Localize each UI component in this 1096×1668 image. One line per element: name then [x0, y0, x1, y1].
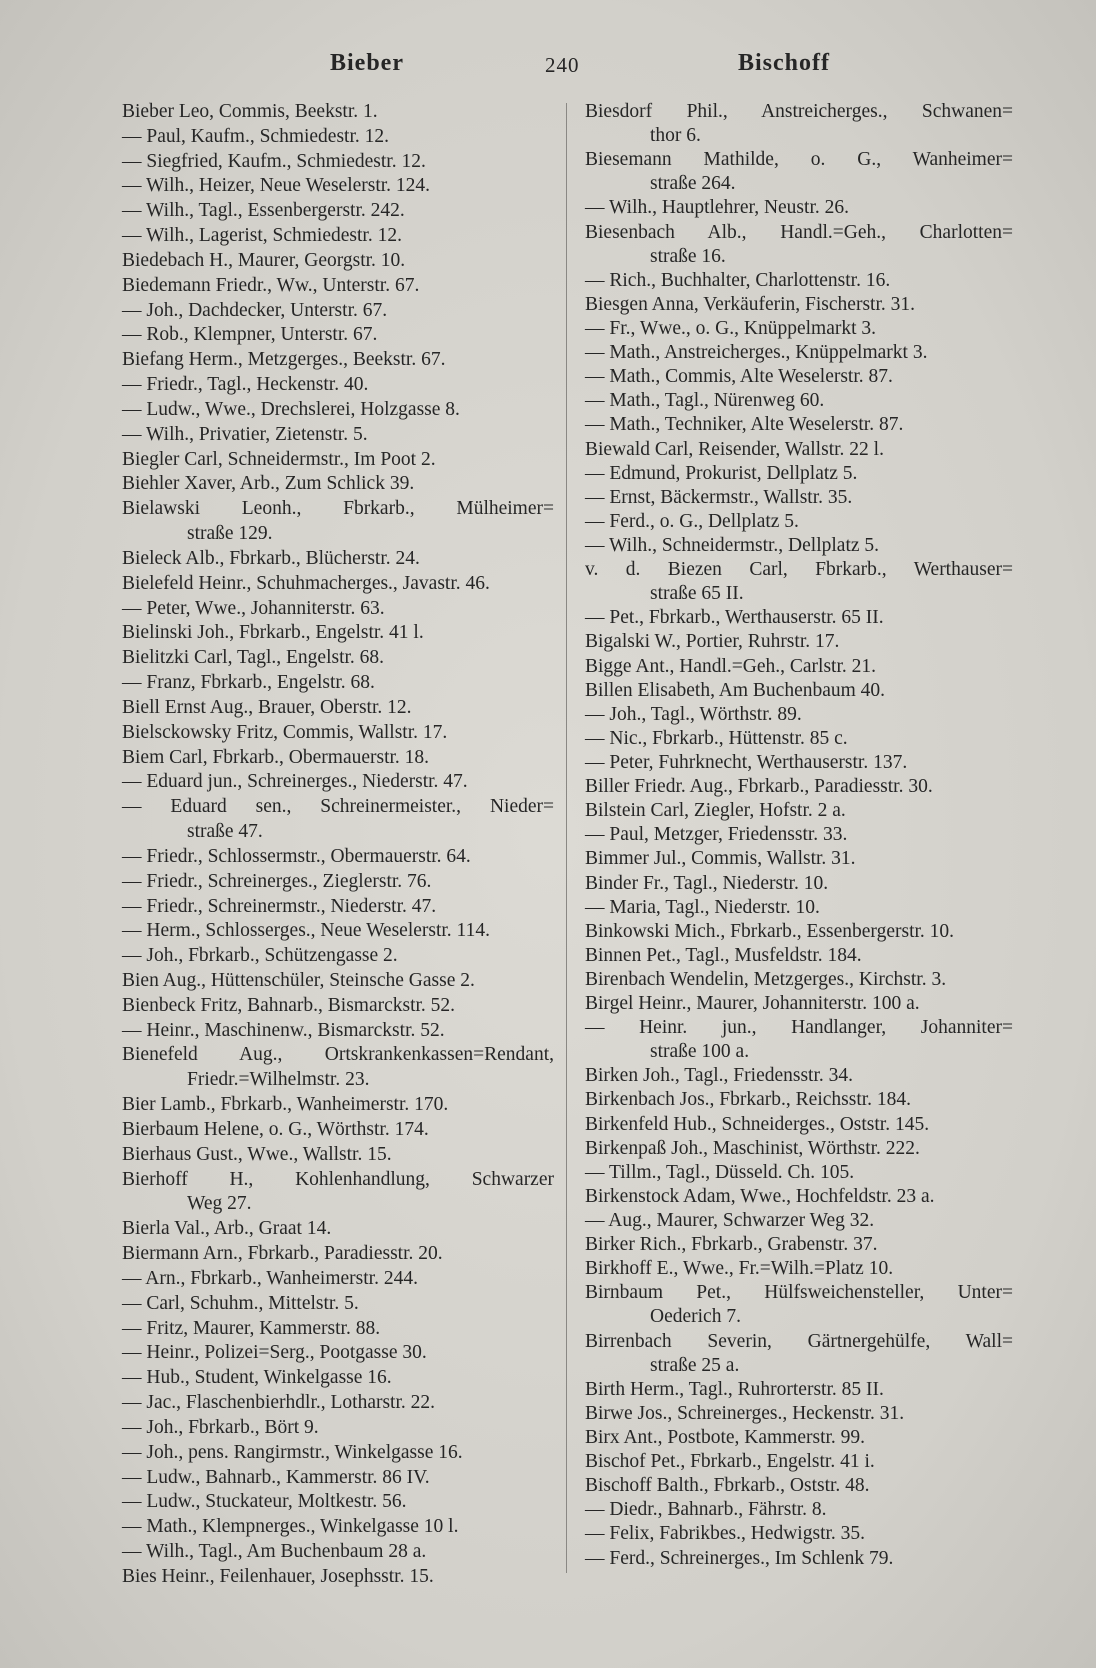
- directory-entry: — Aug., Maurer, Schwarzer Weg 32.: [585, 1210, 875, 1232]
- directory-entry: — Ludw., Wwe., Drechslerei, Holzgasse 8.: [122, 398, 460, 420]
- directory-entry: Bien Aug., Hüttenschüler, Steinsche Gasse 2.: [122, 969, 475, 991]
- directory-entry: Biesdorf Phil., Anstreicherges., Schwanen=: [585, 101, 1013, 122]
- directory-entry: — Wilh., Schneidermstr., Dellplatz 5.: [585, 534, 880, 556]
- directory-entry: Bielawski Leonh., Fbrkarb., Mülheimer=: [122, 498, 554, 520]
- directory-entry: Bigalski W., Portier, Ruhrstr. 17.: [585, 631, 840, 653]
- directory-entry: Bielinski Joh., Fbrkarb., Engelstr. 41 l.: [122, 622, 424, 644]
- directory-entry: — Ferd., Schreinerges., Im Schlenk 79.: [585, 1547, 894, 1569]
- directory-entry: — Eduard sen., Schreinermeister., Nieder=: [122, 796, 554, 818]
- directory-entry: Binder Fr., Tagl., Niederstr. 10.: [585, 872, 829, 894]
- column-divider: [566, 103, 567, 1573]
- directory-entry: Binnen Pet., Tagl., Musfeldstr. 184.: [585, 944, 862, 966]
- directory-entry: — Wilh., Heizer, Neue Weselerstr. 124.: [122, 175, 431, 197]
- directory-entry: Birx Ant., Postbote, Kammerstr. 99.: [585, 1427, 866, 1449]
- directory-entry: — Math., Klempnerges., Winkelgasse 10 l.: [122, 1516, 459, 1538]
- directory-entry: — Wilh., Privatier, Zietenstr. 5.: [122, 423, 368, 445]
- directory-entry: — Peter, Fuhrknecht, Werthauserstr. 137.: [585, 751, 908, 773]
- directory-entry-continuation: thor 6.: [650, 125, 701, 147]
- directory-entry: Biegler Carl, Schneidermstr., Im Poot 2.: [122, 448, 436, 470]
- directory-entry: Birkhoff E., Wwe., Fr.=Wilh.=Platz 10.: [585, 1258, 894, 1280]
- directory-entry: Bimmer Jul., Commis, Wallstr. 31.: [585, 848, 856, 870]
- directory-entry: — Math., Commis, Alte Weselerstr. 87.: [585, 366, 893, 388]
- directory-entry: — Wilh., Tagl., Essenbergerstr. 242.: [122, 200, 405, 222]
- directory-entry: Birenbach Wendelin, Metzgerges., Kirchstr. 3.: [585, 968, 947, 990]
- directory-entry: Bieleck Alb., Fbrkarb., Blücherstr. 24.: [122, 547, 420, 569]
- directory-entry: — Heinr., Polizei=Serg., Pootgasse 30.: [122, 1342, 427, 1364]
- directory-entry: Bigge Ant., Handl.=Geh., Carlstr. 21.: [585, 655, 877, 677]
- directory-entry: Birnbaum Pet., Hülfsweichensteller, Unter=: [585, 1282, 1013, 1304]
- directory-entry: — Math., Anstreicherges., Knüppelmarkt 3.: [585, 342, 928, 364]
- directory-entry: Biller Friedr. Aug., Fbrkarb., Paradiesstr. 30.: [585, 776, 933, 798]
- directory-entry: — Math., Techniker, Alte Weselerstr. 87.: [585, 414, 904, 436]
- directory-entry: — Franz, Fbrkarb., Engelstr. 68.: [122, 672, 375, 694]
- directory-entry: — Nic., Fbrkarb., Hüttenstr. 85 c.: [585, 727, 848, 749]
- directory-entry: — Carl, Schuhm., Mittelstr. 5.: [122, 1292, 359, 1314]
- directory-entry: Bierla Val., Arb., Graat 14.: [122, 1218, 332, 1240]
- directory-entry: Biermann Arn., Fbrkarb., Paradiesstr. 20.: [122, 1243, 443, 1265]
- directory-entry: — Ernst, Bäckermstr., Wallstr. 35.: [585, 486, 853, 508]
- directory-entry: Bilstein Carl, Ziegler, Hofstr. 2 a.: [585, 800, 846, 822]
- directory-entry: Birkenstock Adam, Wwe., Hochfeldstr. 23 a.: [585, 1185, 935, 1207]
- directory-entry: — Heinr., Maschinenw., Bismarckstr. 52.: [122, 1019, 445, 1041]
- directory-entry: Bielefeld Heinr., Schuhmacherges., Javastr. 46.: [122, 572, 490, 594]
- directory-entry: — Heinr. jun., Handlanger, Johanniter=: [585, 1017, 1013, 1039]
- directory-entry-continuation: straße 25 a.: [650, 1354, 740, 1376]
- directory-entry: — Friedr., Schreinerges., Zieglerstr. 76.: [122, 870, 432, 892]
- directory-entry: — Peter, Wwe., Johanniterstr. 63.: [122, 597, 385, 619]
- directory-entry-continuation: Friedr.=Wilhelmstr. 23.: [187, 1069, 370, 1091]
- directory-entry: Biell Ernst Aug., Brauer, Oberstr. 12.: [122, 696, 412, 718]
- directory-entry: Bierhaus Gust., Wwe., Wallstr. 15.: [122, 1143, 392, 1165]
- directory-entry: Biesgen Anna, Verkäuferin, Fischerstr. 31.: [585, 293, 915, 315]
- directory-entry: — Maria, Tagl., Niederstr. 10.: [585, 896, 820, 918]
- directory-entry: — Fr., Wwe., o. G., Knüppelmarkt 3.: [585, 317, 877, 339]
- directory-entry: Birken Joh., Tagl., Friedensstr. 34.: [585, 1065, 854, 1087]
- directory-entry: — Math., Tagl., Nürenweg 60.: [585, 390, 825, 412]
- directory-entry: — Fritz, Maurer, Kammerstr. 88.: [122, 1317, 381, 1339]
- directory-entry: Biedebach H., Maurer, Georgstr. 10.: [122, 249, 406, 271]
- directory-entry: Biedemann Friedr., Ww., Unterstr. 67.: [122, 274, 420, 296]
- directory-entry: Birkenbach Jos., Fbrkarb., Reichsstr. 184.: [585, 1089, 912, 1111]
- directory-entry: Bieber Leo, Commis, Beekstr. 1.: [122, 101, 378, 122]
- directory-entry: — Rob., Klempner, Unterstr. 67.: [122, 324, 378, 346]
- directory-entry: Biem Carl, Fbrkarb., Obermauerstr. 18.: [122, 746, 430, 768]
- directory-entry: — Wilh., Hauptlehrer, Neustr. 26.: [585, 197, 849, 219]
- directory-entry: — Friedr., Schreinermstr., Niederstr. 47.: [122, 895, 437, 917]
- directory-entry: Bienefeld Aug., Ortskrankenkassen=Rendant,: [122, 1044, 554, 1066]
- directory-entry: Birrenbach Severin, Gärtnergehülfe, Wall=: [585, 1330, 1013, 1352]
- directory-entry: Biefang Herm., Metzgerges., Beekstr. 67.: [122, 349, 446, 371]
- directory-entry: Bielsckowsky Fritz, Commis, Wallstr. 17.: [122, 721, 448, 743]
- directory-entry: — Pet., Fbrkarb., Werthauserstr. 65 II.: [585, 607, 884, 629]
- directory-entry: Birgel Heinr., Maurer, Johanniterstr. 100 a.: [585, 993, 920, 1015]
- directory-entry: Bielitzki Carl, Tagl., Engelstr. 68.: [122, 647, 385, 669]
- directory-entry-continuation: Weg 27.: [187, 1193, 252, 1215]
- directory-entry: Bier Lamb., Fbrkarb., Wanheimerstr. 170.: [122, 1094, 449, 1116]
- directory-entry: — Friedr., Tagl., Heckenstr. 40.: [122, 374, 369, 396]
- directory-entry: — Herm., Schlosserges., Neue Weselerstr. 114.: [122, 920, 490, 942]
- directory-entry: — Ludw., Bahnarb., Kammerstr. 86 IV.: [122, 1466, 430, 1488]
- directory-entry: — Edmund, Prokurist, Dellplatz 5.: [585, 462, 858, 484]
- directory-entry: Biesemann Mathilde, o. G., Wanheimer=: [585, 149, 1013, 171]
- right-column: [585, 100, 1013, 1570]
- directory-entry: — Hub., Student, Winkelgasse 16.: [122, 1367, 392, 1389]
- directory-entry: Biewald Carl, Reisender, Wallstr. 22 l.: [585, 438, 884, 460]
- directory-entry-continuation: straße 264.: [650, 173, 736, 195]
- running-head-left: Bieber: [330, 50, 404, 76]
- directory-entry: — Felix, Fabrikbes., Hedwigstr. 35.: [585, 1523, 866, 1545]
- directory-entry: — Jac., Flaschenbierhdlr., Lotharstr. 22.: [122, 1392, 436, 1414]
- directory-entry: Bierhoff H., Kohlenhandlung, Schwarzer: [122, 1168, 554, 1190]
- directory-entry-continuation: straße 47.: [187, 821, 263, 843]
- directory-entry: — Paul, Kaufm., Schmiedestr. 12.: [122, 125, 390, 147]
- directory-entry: — Wilh., Lagerist, Schmiedestr. 12.: [122, 225, 402, 247]
- directory-entry-continuation: straße 129.: [187, 523, 273, 545]
- directory-entry: Bischof Pet., Fbrkarb., Engelstr. 41 i.: [585, 1451, 875, 1473]
- directory-entry: — Joh., pens. Rangirmstr., Winkelgasse 16.: [122, 1441, 463, 1463]
- directory-entry: — Joh., Fbrkarb., Schützengasse 2.: [122, 945, 398, 967]
- directory-entry: — Siegfried, Kaufm., Schmiedestr. 12.: [122, 150, 426, 172]
- directory-entry-continuation: straße 16.: [650, 245, 726, 267]
- directory-entry: Birwe Jos., Schreinerges., Heckenstr. 31.: [585, 1402, 905, 1424]
- directory-entry: Biesenbach Alb., Handl.=Geh., Charlotten=: [585, 221, 1013, 243]
- directory-entry: Biehler Xaver, Arb., Zum Schlick 39.: [122, 473, 415, 495]
- directory-entry: Bienbeck Fritz, Bahnarb., Bismarckstr. 52.: [122, 994, 456, 1016]
- directory-entry: — Paul, Metzger, Friedensstr. 33.: [585, 824, 848, 846]
- directory-entry: — Joh., Fbrkarb., Bört 9.: [122, 1416, 319, 1438]
- directory-entry: — Eduard jun., Schreinerges., Niederstr. 47.: [122, 771, 468, 793]
- directory-entry: — Joh., Dachdecker, Unterstr. 67.: [122, 299, 388, 321]
- directory-entry: Birth Herm., Tagl., Ruhrorterstr. 85 II.: [585, 1378, 884, 1400]
- page-number: 240: [545, 53, 580, 77]
- directory-entry: — Tillm., Tagl., Düsseld. Ch. 105.: [585, 1161, 855, 1183]
- directory-entry-continuation: Oederich 7.: [650, 1306, 741, 1328]
- directory-entry: — Diedr., Bahnarb., Fährstr. 8.: [585, 1499, 827, 1521]
- directory-entry: Birker Rich., Fbrkarb., Grabenstr. 37.: [585, 1234, 878, 1256]
- directory-entry: — Friedr., Schlossermstr., Obermauerstr. 64.: [122, 845, 471, 867]
- directory-entry: — Arn., Fbrkarb., Wanheimerstr. 244.: [122, 1267, 418, 1289]
- directory-entry: Billen Elisabeth, Am Buchenbaum 40.: [585, 679, 886, 701]
- directory-entry: — Ludw., Stuckateur, Moltkestr. 56.: [122, 1491, 407, 1513]
- directory-entry-continuation: straße 100 a.: [650, 1041, 750, 1063]
- directory-entry: Birkenpaß Joh., Maschinist, Wörthstr. 222.: [585, 1137, 920, 1159]
- directory-entry: — Wilh., Tagl., Am Buchenbaum 28 a.: [122, 1541, 427, 1563]
- directory-entry: v. d. Biezen Carl, Fbrkarb., Werthauser=: [585, 559, 1013, 581]
- running-head-right: Bischoff: [738, 50, 830, 76]
- directory-entry: Bischoff Balth., Fbrkarb., Oststr. 48.: [585, 1475, 870, 1497]
- left-column: [122, 100, 554, 1588]
- directory-entry: — Joh., Tagl., Wörthstr. 89.: [585, 703, 802, 725]
- directory-entry: — Rich., Buchhalter, Charlottenstr. 16.: [585, 269, 891, 291]
- directory-entry: Birkenfeld Hub., Schneiderges., Oststr. 145.: [585, 1113, 930, 1135]
- directory-entry: Bies Heinr., Feilenhauer, Josephsstr. 15.: [122, 1565, 434, 1587]
- directory-entry: — Ferd., o. G., Dellplatz 5.: [585, 510, 799, 532]
- directory-entry: Bierbaum Helene, o. G., Wörthstr. 174.: [122, 1118, 429, 1140]
- directory-entry: Binkowski Mich., Fbrkarb., Essenbergerstr. 10.: [585, 920, 955, 942]
- directory-entry-continuation: straße 65 II.: [650, 583, 744, 605]
